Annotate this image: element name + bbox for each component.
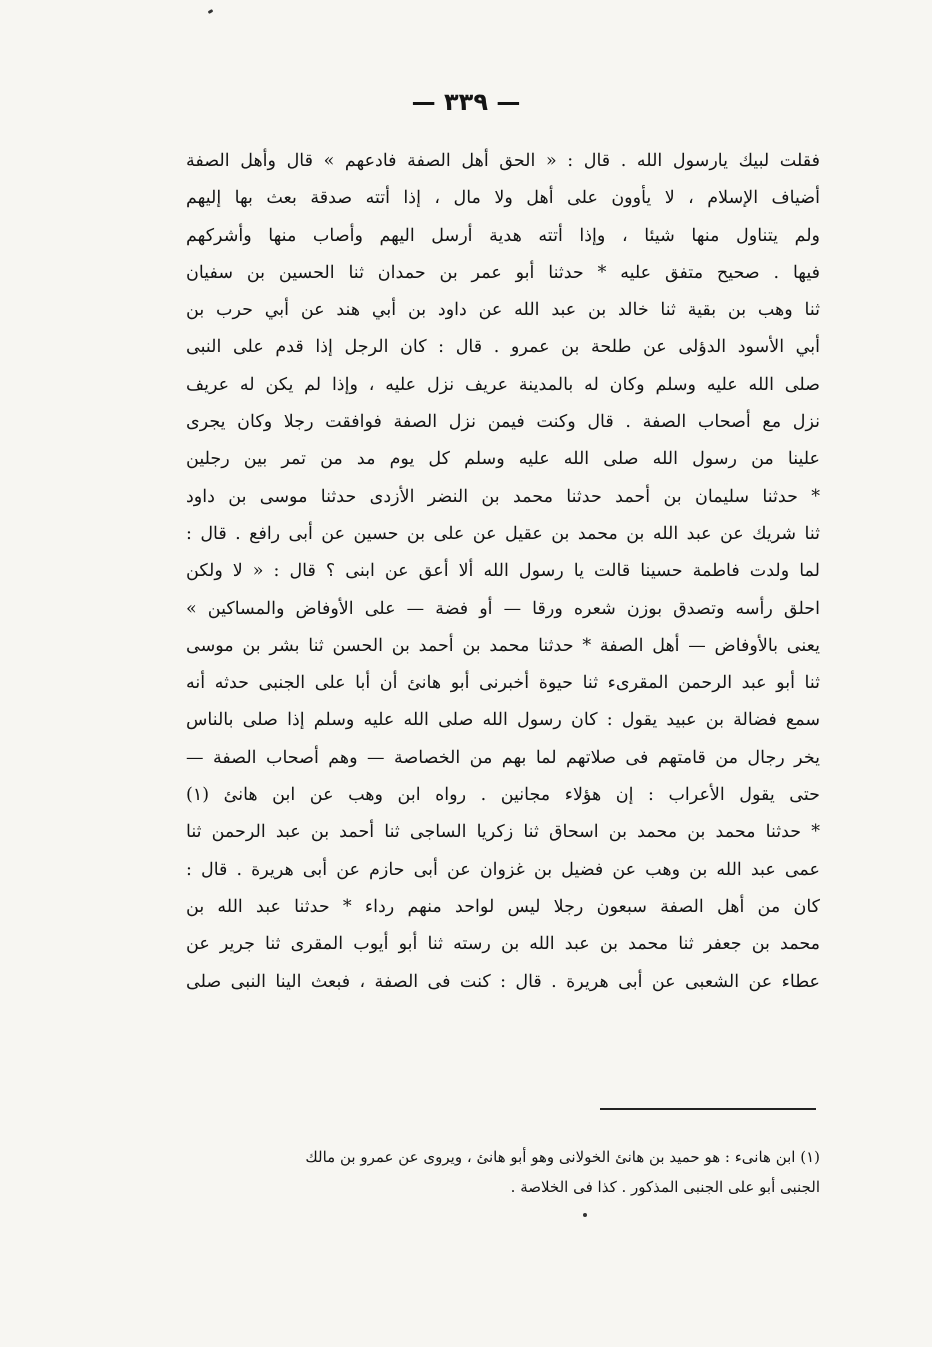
- footnote-line: الجنبى أبو على الجنبى المذكور . كذا فى الخلاصة .: [510, 1178, 820, 1196]
- footnote-divider: [600, 1108, 816, 1110]
- text-line: حتى يقول الأعراب : إن هؤلاء مجانين . رواه ابن وهب عن ابن هانئ (١): [186, 785, 820, 806]
- text-line: يعنى بالأوفاض — أهل الصفة * حدثنا محمد بن أحمد بن الحسن ثنا بشر بن موسى: [186, 635, 820, 656]
- text-line: فيها . صحيح متفق عليه * حدثنا أبو عمر بن حمدان ثنا الحسين بن سفيان: [186, 262, 820, 283]
- text-line: * حدثنا محمد بن محمد بن اسحاق ثنا زكريا الساجى ثنا أحمد بن عبد الرحمن ثنا: [186, 822, 820, 843]
- body-text: [186, 143, 820, 1001]
- page-number: — ٣٣٩ —: [411, 88, 521, 116]
- text-line: ولم يتناول منها شيئا ، وإذا أتته هدية أرسل اليهم وأصاب منها وأشركهم: [186, 225, 820, 246]
- text-line: أبي الأسود الدؤلى عن طلحة بن عمرو . قال : كان الرجل إذا قدم على النبى: [186, 337, 820, 358]
- text-line: يخر رجال من قامتهم فى صلاتهم لما بهم من الخصاصة — وهم أصحاب الصفة —: [186, 747, 820, 768]
- ink-speck: [208, 9, 214, 14]
- footnote-line: (١) ابن هانىء : هو حميد بن هانئ الخولانى وهو أبو هانئ ، ويروى عن عمرو بن مالك: [305, 1148, 820, 1166]
- text-line: سمع فضالة بن عبيد يقول : كان رسول الله صلى الله عليه وسلم إذا صلى بالناس: [186, 710, 820, 731]
- footnote: [186, 1142, 820, 1202]
- text-line: علينا من رسول الله صلى الله عليه وسلم كل يوم مد من تمر بين رجلين: [186, 449, 820, 470]
- text-line: فقلت لبيك يارسول الله . قال : « الحق أهل الصفة فادعهم » قال وأهل الصفة: [186, 151, 820, 171]
- text-line: ثنا وهب بن بقية ثنا خالد بن عبد الله عن داود بن أبي هند عن أبي حرب بن: [186, 300, 820, 321]
- text-line: ثنا شريك عن عبد الله بن محمد بن عقيل عن على بن حسين عن أبى رافع . قال :: [186, 523, 820, 544]
- ink-dot: [583, 1213, 587, 1217]
- text-line: كان من أهل الصفة سبعون رجلا ليس لواحد منهم رداء * حدثنا عبد الله بن: [186, 896, 820, 917]
- text-line: أضياف الإسلام ، لا يأوون على أهل ولا مال ، إذا أتته صدقة بعث بها إليهم: [186, 188, 820, 209]
- text-line: احلق رأسه وتصدق بوزن شعره ورقا — أو فضة — على الأوفاض والمساكين »: [186, 598, 820, 619]
- text-line: محمد بن جعفر ثنا محمد بن عبد الله بن رسته ثنا أبو أيوب المقرى ثنا جرير عن: [186, 934, 820, 955]
- text-line: صلى الله عليه وسلم وكان له بالمدينة عريف نزل عليه ، وإذا لم يكن له عريف: [186, 374, 820, 395]
- text-line: نزل مع أصحاب الصفة . قال وكنت فيمن نزل الصفة فوافقت رجلا وكان يجرى: [186, 412, 820, 433]
- text-line: لما ولدت فاطمة حسينا قالت يا رسول الله ألا أعق عن ابنى ؟ قال : « لا ولكن: [186, 561, 820, 582]
- text-line: ثنا أبو عبد الرحمن المقرىء ثنا حيوة أخبرنى أبو هانئ أن أبا على الجنبى حدثه أنه: [186, 673, 820, 694]
- text-line: عطاء عن الشعبى عن أبى هريرة . قال : كنت فى الصفة ، فبعث الينا النبى صلى: [186, 971, 820, 992]
- text-line: عمى عبد الله بن وهب عن فضيل بن غزوان عن أبى حازم عن أبى هريرة . قال :: [186, 859, 820, 880]
- text-line: * حدثنا سليمان بن أحمد حدثنا محمد بن النضر الأزدى حدثنا موسى بن داود: [186, 486, 820, 507]
